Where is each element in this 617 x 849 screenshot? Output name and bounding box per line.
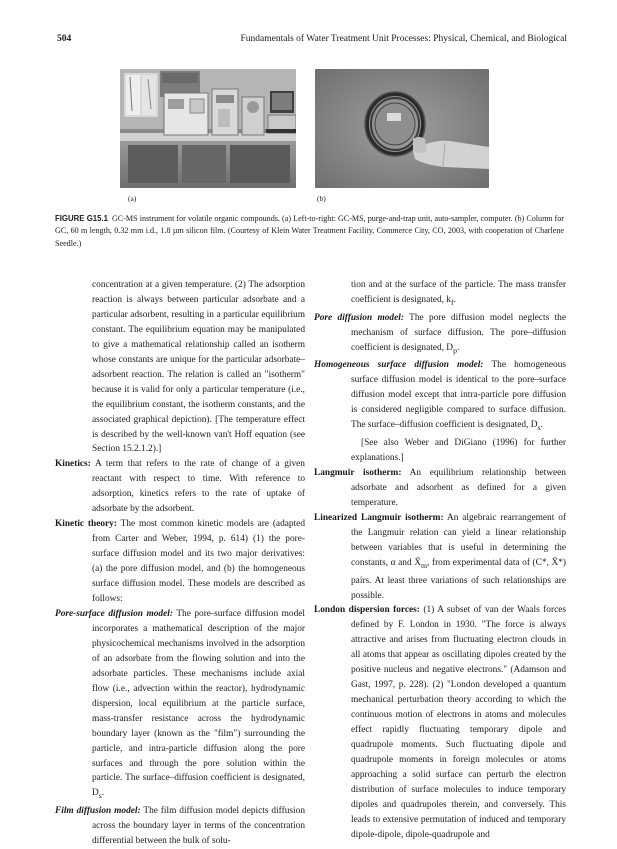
subscript-s: s — [98, 791, 102, 801]
subscript-s-2: s — [537, 423, 541, 433]
definition-linearized-langmuir-2: , from experimental data of (C*, X̄*) pairs. At least three variations of such relationships are possible. — [351, 557, 566, 601]
glossary-entry-film-diffusion — [55, 804, 305, 849]
figure-panel-b-label: (b) — [317, 194, 326, 203]
running-title: Fundamentals of Water Treatment Unit Processes: Physical, Chemical, and Biological — [240, 34, 567, 44]
subscript-p: p — [453, 345, 457, 355]
see-also-note: [See also Weber and DiGiano (1996) for further explanations.] — [351, 438, 566, 464]
glossary-entry-homogeneous-surface-diffusion: Homogeneous surface diffusion model: The homogeneous surface diffusion model is identical to the pore–surface diffusion model except that intra-particle pore diffusion is considered negligible compared to surface diffusion. The surface–diffusion coefficient is designated, $D_s$. — [314, 360, 567, 433]
term-linearized-langmuir: Linearized Langmuir isotherm: — [314, 512, 444, 523]
definition-pore-diffusion: The pore diffusion model neglects the mechanism of surface diffusion. The pore–diffusion coefficient is designated, D — [351, 312, 567, 353]
definition-film-diffusion: The film diffusion model depicts diffusion across the boundary layer in terms of the concentration differential between the bulk of solu- — [92, 806, 305, 847]
subscript-f: f — [450, 297, 454, 307]
glossary-entry-linearized-langmuir — [314, 511, 566, 604]
figure-panel-a-label: (a) — [128, 194, 137, 203]
film-diffusion-continuation: tion and at the surface of the particle. The mass transfer coefficient is designated, $k_f$. — [351, 280, 566, 307]
term-kinetics: Kinetics: — [55, 459, 91, 470]
term-langmuir: Langmuir isotherm: — [314, 468, 402, 479]
definition-kinetic-theory: The most common kinetic models are (adapted from Carter and Weber, 1994, p. 614) (1) the pore-surface diffusion model and its two major derivatives: (a) the pore diffusion model, and (b) the homogeneous surface diffusion model. These models are described as follows: — [92, 519, 305, 605]
definition-homogeneous-surface-diffusion: The homogeneous surface diffusion model is identical to the pore–surface diffusion model except that intra-particle pore diffusion is considered negligible compared to surface diffusion. The surface–diffusion coefficient is designated, D — [351, 360, 567, 431]
figure-photo-a-lab-instruments — [120, 69, 296, 188]
term-london-dispersion: London dispersion forces: — [314, 605, 420, 616]
film-diffusion-continuation-text: tion and at the surface of the particle. The mass transfer coefficient is designated, k — [351, 280, 566, 305]
figure-number: FIGURE G15.1 — [55, 214, 108, 223]
glossary-entry-kinetics — [55, 457, 305, 517]
term-pore-surface-diffusion: Pore-surface diffusion model: — [55, 608, 173, 619]
subscript-m: m — [420, 560, 428, 570]
glossary-entry-london-dispersion — [314, 603, 566, 842]
term-film-diffusion: Film diffusion model: — [55, 806, 141, 817]
definition-linearized-langmuir-1: An algebraic rearrangement of the Langmuir relation can yield a linear relationship between variables that is useful in determining the constants, α and X̄ — [351, 512, 566, 568]
term-pore-diffusion: Pore diffusion model: — [314, 312, 404, 323]
term-homogeneous-surface-diffusion: Homogeneous surface diffusion model: — [314, 360, 484, 371]
page-number: 504 — [57, 34, 72, 44]
glossary-entry-pore-surface-diffusion: Pore-surface diffusion model: The pore-surface diffusion model incorporates a mathematical description of the major physicochemical mechanisms involved in the adsorption of an adsorbate from the flowing solution and into the adsorbate particles. These mechanisms include axial flow (i.e., advection within the reactor), hydrodynamic dispersion, local equilibrium at the particle surface, mass-transfer resistance across the hydrodynamic boundary layer (known as the "film") surrounding the particle, and intra-particle diffusion along the pore surfaces and through the pore solution within the particle. The surface–diffusion coefficient is designated, $D_s$. — [55, 608, 305, 801]
left-column — [55, 278, 305, 849]
glossary-entry-pore-diffusion: Pore diffusion model: The pore diffusion model neglects the mechanism of surface diffusion. The pore–diffusion coefficient is designated, $D_p$. — [314, 312, 567, 355]
running-header — [57, 34, 567, 48]
isotherm-continuation: concentration at a given temperature. (2) The adsorption reaction is always between particular adsorbate and a particular adsorbent, resulting in a particular equilibrium constant. The equilibrium equation may be manipulated to give a mathematical relationship called an isotherm whose constants are unique for the particular adsorbate–adsorbent reaction. The relation is called an "isotherm" because it is valid for only a particular temperature (i.e., the equilibrium constant, the isotherm constants, and the associated graphical depiction). [The temperature effect is described by the well-known van't Hoff equation (see Section 15.2.1.2).] — [92, 280, 305, 455]
term-kinetic-theory: Kinetic theory: — [55, 519, 117, 530]
figure-photo-b-gc-column — [315, 69, 489, 188]
glossary-entry-kinetic-theory — [55, 517, 305, 607]
figure-caption — [55, 213, 564, 250]
definition-langmuir: An equilibrium relationship between adsorbate and adsorbent as defined for a given temperature. — [351, 468, 566, 508]
glossary-entry-langmuir — [314, 466, 566, 511]
figure-caption-text: GC-MS instrument for volatile organic compounds. (a) Left-to-right: GC-MS, purge-and-trap unit, auto-sampler, computer. (b) Column for GC, 60 m length, 0.32 mm i.d., 1.8 µm silicon film. (Courtesy of Klein Water Treatment Facility, Commerce City, CO, 2003, with cooperation of Charlene Seedle.) — [55, 214, 564, 248]
definition-pore-surface-diffusion: The pore-surface diffusion model incorporates a mathematical description of the major physicochemical mechanisms involved in the adsorption of an adsorbate from the flowing solution and into the adsorbate particles. These mechanisms include axial flow (i.e., advection within the reactor), hydrodynamic dispersion, local equilibrium at the particle surface, mass-transfer resistance across the hydrodynamic boundary layer (known as the "film") surrounding the particle, and intra-particle diffusion along the pore surfaces and through the pore solution within the particle. The surface–diffusion coefficient is designated, D — [92, 608, 305, 799]
definition-kinetics: A term that refers to the rate of change of a given reactant with respect to time. With reference to adsorption, kinetics refers to the rate of uptake of adsorbate by the adsorbent. — [92, 459, 305, 515]
definition-london-dispersion: (1) A subset of van der Waals forces defined by F. London in 1930. "The force is always attractive and arises from fluctuating electron clouds in all atoms that appear as oscillating dipoles created by the positive nucleus and negative electrons." (Adamson and Gast, 1997, p. 228). (2) "London developed a quantum mechanical perturbation theory according to which the continuous motion of electrons in atoms and molecules effect rapidly fluctuating temporary dipole and quadrupole moments. Such fluctuating dipole and quadrupole moments in foreign molecules or atoms approaching a solid surface can perturb the electron distribution of surface molecules to induce temporary dipoles and quadrupoles therein, and conversely. This leads to extensive permutation of induced and temporary dipole-dipole, dipole-quadrupole and — [351, 605, 566, 840]
right-column — [314, 278, 566, 843]
